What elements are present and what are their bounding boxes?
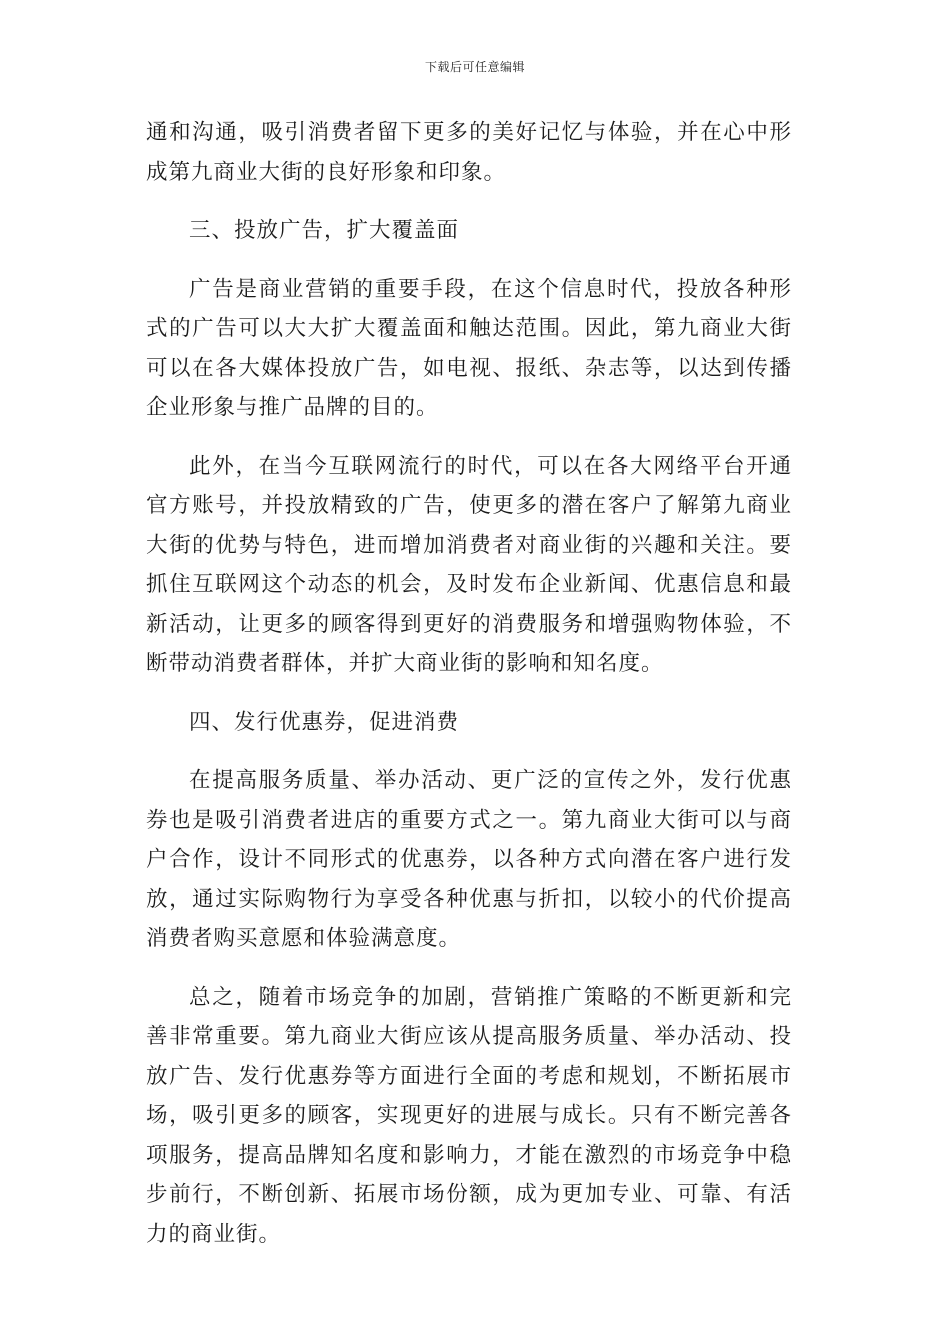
page-header: 下载后可任意编辑 <box>424 60 525 74</box>
paragraph-coupons: 在提高服务质量、举办活动、更广泛的宣传之外，发行优惠券也是吸引消费者进店的重要方式之一。第九商业大街可以与商户合作，设计不同形式的优惠券，以各种方式向潜在客户进行发放，通过实际购物行为享受各种优惠与折扣，以较小的代价提高消费者购买意愿和体验满意度。 <box>146 768 792 951</box>
section-heading-coupons: 四、发行优惠券，促进消费 <box>189 709 460 735</box>
paragraph-internet: 此外，在当今互联网流行的时代，可以在各大网络平台开通官方账号，并投放精致的广告，使更多的潜在客户了解第九商业大街的优势与特色，进而增加消费者对商业街的兴趣和关注。要抓住互联网这个动态的机会，及时发布企业新闻、优惠信息和最新活动，让更多的顾客得到更好的消费服务和增强购物体验，不断带动消费者群体，并扩大商业街的影响和知名度。 <box>146 453 792 676</box>
section-heading-advertising: 三、投放广告，扩大覆盖面 <box>189 218 460 243</box>
paragraph-continuation: 通和沟通，吸引消费者留下更多的美好记忆与体验，并在心中形成第九商业大街的良好形象和印象。 <box>146 120 792 185</box>
document-body <box>146 113 792 1273</box>
paragraph-conclusion: 总之，随着市场竞争的加剧，营销推广策略的不断更新和完善非常重要。第九商业大街应该从提高服务质量、举办活动、投放广告、发行优惠券等方面进行全面的考虑和规划，不断拓展市场，吸引更多的顾客，实现更好的进展与成长。只有不断完善各项服务，提高品牌知名度和影响力，才能在激烈的市场竞争中稳步前行，不断创新、拓展市场份额，成为更加专业、可靠、有活力的商业街。 <box>146 984 792 1247</box>
paragraph-advertising: 广告是商业营销的重要手段，在这个信息时代，投放各种形式的广告可以大大扩大覆盖面和触达范围。因此，第九商业大街可以在各大媒体投放广告，如电视、报纸、杂志等，以达到传播企业形象与推广品牌的目的。 <box>146 276 792 420</box>
